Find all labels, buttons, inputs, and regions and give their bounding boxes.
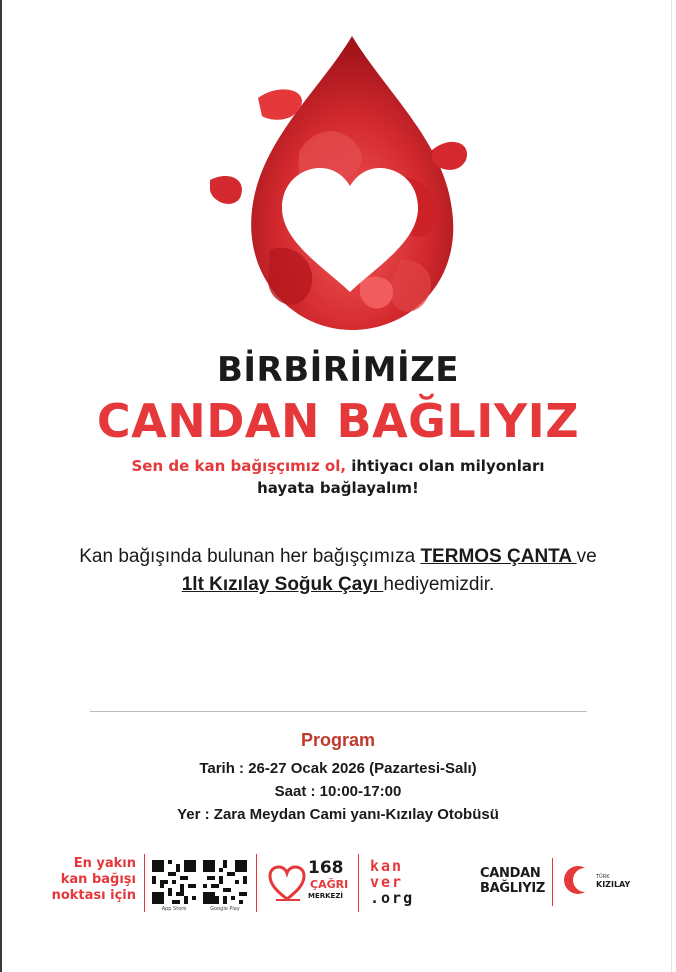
qr-code-app-store[interactable] [152,860,196,904]
qr-code-google-play[interactable] [203,860,247,904]
footer-divider-4 [552,858,553,906]
nearest-line-3: noktası için [51,888,136,903]
footer-bar [40,852,640,918]
gift-announcement [0,543,676,599]
headline-line-2: CANDAN BAĞLIYIZ [96,394,580,448]
program-section [0,730,676,826]
call-center-168-logo [266,858,366,910]
footer-divider-3 [358,854,359,912]
nearest-line-1: En yakın [73,856,136,871]
brand-line-2: BAĞLIYIZ [480,881,546,896]
call-word: ÇAĞRI [310,878,349,891]
heart-outline-icon [266,862,308,904]
call-number: 168 [308,858,344,878]
gift-text-3: hediyemizdir. [383,574,495,595]
gift-text-1: Kan bağışında bulunan her bağışçımıza [79,546,421,567]
program-date: Tarih : 26-27 Ocak 2026 (Pazartesi-Salı) [199,760,477,777]
footer-divider-1 [144,854,145,912]
program-title: Program [300,730,376,750]
qr-label-google-play: Google Play [210,906,240,912]
nearest-line-2: kan bağışı [60,872,136,887]
program-place: Yer : Zara Meydan Cami yanı-Kızılay Otobüsü [177,806,499,823]
gift-item-cold-tea: 1lt Kızılay Soğuk Çayı [181,574,384,595]
candan-bagliyiz-logo [480,866,545,896]
blood-drop-heart-illustration [200,30,480,350]
tagline-red-text: Sen de kan bağışçımız ol, [131,457,347,475]
kanver-org-logo [370,857,415,907]
section-divider [90,711,587,712]
tagline-dark-text: ihtiyacı olan milyonları [346,457,545,475]
tagline-dark-text-2: hayata bağlayalım! [257,479,419,497]
tagline [0,455,676,499]
kanver-line-2: ver [370,873,404,891]
kanver-line-1: kan [370,857,404,875]
kizilay-name: KIZILAY [596,880,631,889]
qr-label-app-store: App Store [161,906,187,912]
headline-line-1: BİRBİRİMİZE [216,350,459,390]
program-time: Saat : 10:00-17:00 [274,783,402,800]
kizilay-top-text: TÜRK [596,874,610,880]
kanver-line-3: .org [370,889,415,907]
call-center-word: MERKEZİ [308,892,344,900]
nearest-donation-point-text [40,856,136,904]
gift-item-thermos-bag: TERMOS ÇANTA [420,546,577,567]
brand-line-1: CANDAN [480,866,541,881]
gift-text-2: ve [576,546,597,567]
footer-divider-2 [256,854,257,912]
